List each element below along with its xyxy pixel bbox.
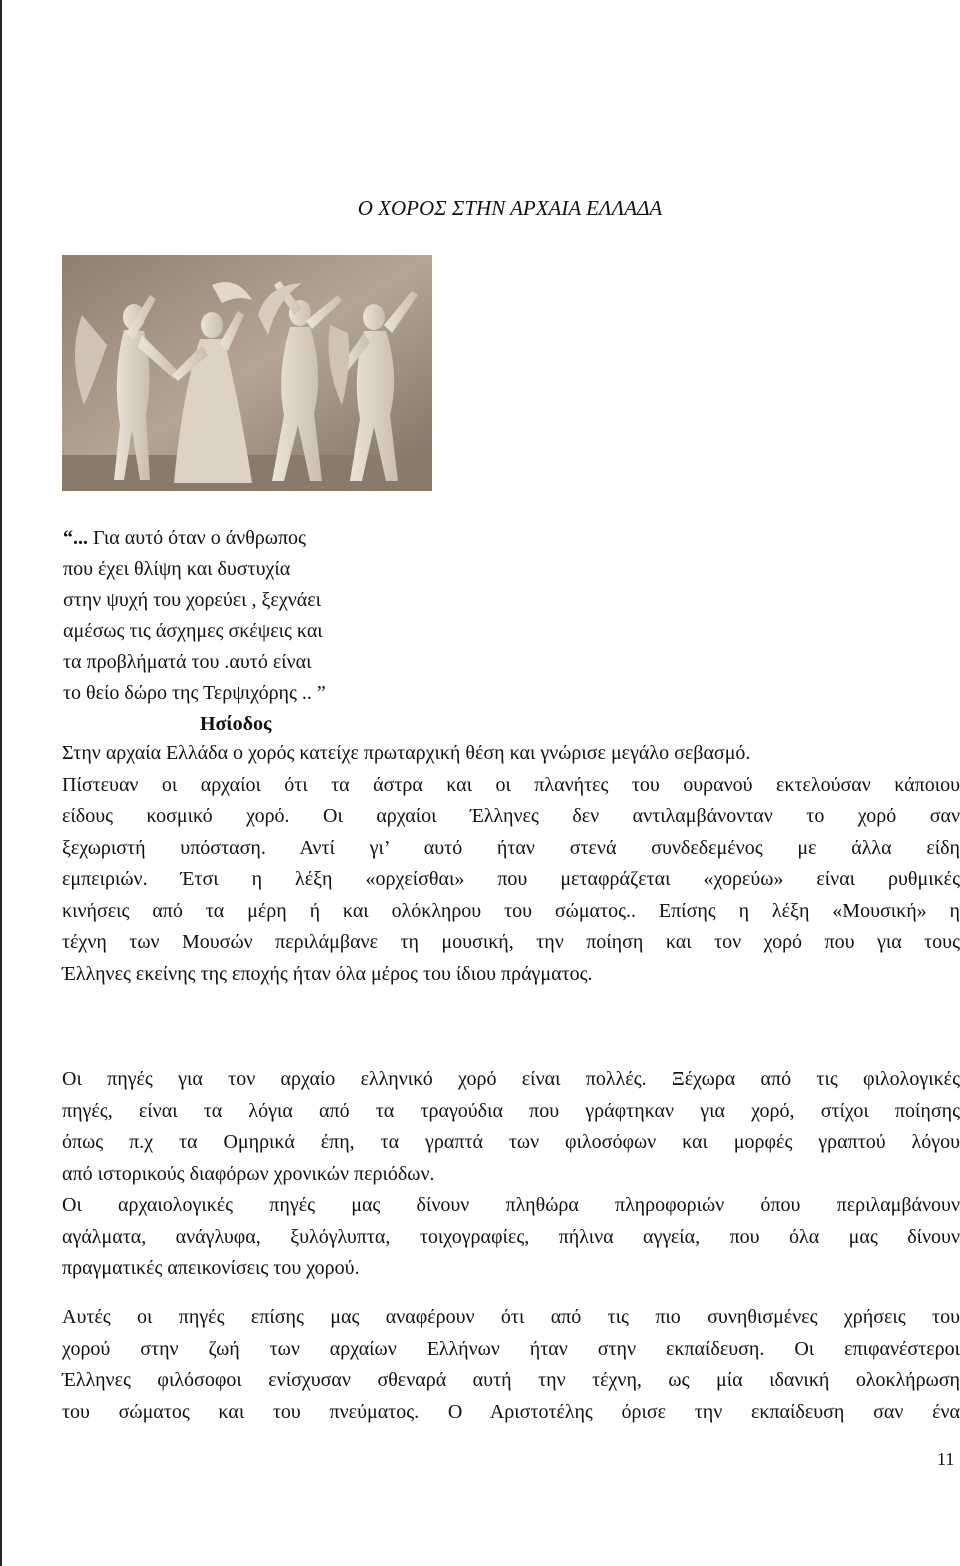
dancers-relief-illustration: [62, 255, 432, 491]
quote-author: Ησίοδος: [200, 713, 272, 735]
paragraph-line: Οι πηγές για τον αρχαίο ελληνικό χορό είναι πολλές. Ξέχωρα από τις φιλολογικές: [62, 1068, 960, 1090]
paragraph-line: τέχνη των Μουσών περιλάμβανε τη μουσική, την ποίηση και τον χορό που για τους: [62, 931, 960, 953]
paragraph-line: Αυτές οι πηγές επίσης μας αναφέρουν ότι από τις πιο συνηθισμένες χρήσεις του: [62, 1306, 960, 1328]
paragraph-line: Στην αρχαία Ελλάδα ο χορός κατείχε πρωταρχική θέση και γνώρισε μεγάλο σεβασμό.: [62, 742, 751, 764]
quote-line: [63, 523, 403, 554]
hesiod-quote: [63, 523, 403, 740]
quote-line: αμέσως τις άσχημες σκέψεις και: [63, 620, 323, 642]
paragraph-line: Οι αρχαιολογικές πηγές μας δίνουν πληθώρα πληροφοριών όπου περιλαμβάνουν: [62, 1194, 960, 1216]
paragraph-line: ξεχωριστή υπόσταση. Αντί γι’ αυτό ήταν στενά συνδεδεμένος με άλλα είδη: [62, 836, 960, 859]
paragraph-line: είδους κοσμικό χορό. Οι αρχαίοι Έλληνες δεν αντιλαμβάνονταν το χορό σαν: [62, 805, 960, 827]
paragraph-intro: [62, 738, 960, 990]
quote-line: που έχει θλίψη και δυστυχία: [63, 558, 291, 580]
quote-line: τα προβλήματά του .αυτό είναι: [63, 651, 312, 673]
paragraph-sources: [62, 1064, 960, 1285]
paragraph-line: εμπειριών. Έτσι η λέξη «ορχείσθαι» που μεταφράζεται «χορεύω» είναι ρυθμικές: [62, 868, 960, 890]
quote-line: στην ψυχή του χορεύει , ξεχνάει: [63, 589, 322, 611]
paragraph-line: αγάλματα, ανάγλυφα, ξυλόγλυπτα, τοιχογραφίες, πήλινα αγγεία, που όλα μας δίνουν: [62, 1225, 960, 1248]
quote-open-mark: “...: [63, 527, 88, 549]
paragraph-line: πραγματικές απεικονίσεις του χορού.: [62, 1257, 360, 1279]
paragraph-line: πηγές, είναι τα λόγια από τα τραγούδια που γράφτηκαν για χορό, στίχοι ποίησης: [62, 1099, 960, 1122]
paragraph-line: Έλληνες φιλόσοφοι ενίσχυσαν σθεναρά αυτή την τέχνη, ως μία ιδανική ολοκλήρωση: [62, 1369, 960, 1391]
paragraph-education: [62, 1302, 960, 1428]
page-title: Ο ΧΟΡΟΣ ΣΤΗΝ ΑΡΧΑΙΑ ΕΛΛΑΔΑ: [357, 196, 663, 220]
page-left-border: [0, 0, 2, 1566]
paragraph-line: κινήσεις από τα μέρη ή και ολόκληρου του σώματος.. Επίσης η λέξη «Μουσική» η: [62, 899, 960, 922]
quote-line: το θείο δώρο της Τερψιχόρης .. ”: [63, 682, 326, 704]
paragraph-line: του σώματος και του πνεύματος. Ο Αριστοτέλης όρισε την εκπαίδευση σαν ένα: [62, 1400, 960, 1423]
paragraph-line: από ιστορικούς διαφόρων χρονικών περιόδων.: [62, 1162, 435, 1185]
paragraph-line: Έλληνες εκείνης της εποχής ήταν όλα μέρος του ίδιου πράγματος.: [62, 962, 593, 985]
quote-line-text: Για αυτό όταν ο άνθρωπος: [88, 527, 306, 549]
paragraph-line: όπως π.χ τα Ομηρικά έπη, τα γραπτά των φιλοσόφων και μορφές γραπτού λόγου: [62, 1131, 960, 1153]
page-number: 11: [937, 1449, 955, 1469]
paragraph-line: Πίστευαν οι αρχαίοι ότι τα άστρα και οι πλανήτες του ουρανού εκτελούσαν κάποιου: [62, 773, 960, 796]
paragraph-line: χορού στην ζωή των αρχαίων Ελλήνων ήταν στην εκπαίδευση. Οι επιφανέστεροι: [62, 1337, 960, 1360]
relief-image: [62, 255, 432, 491]
